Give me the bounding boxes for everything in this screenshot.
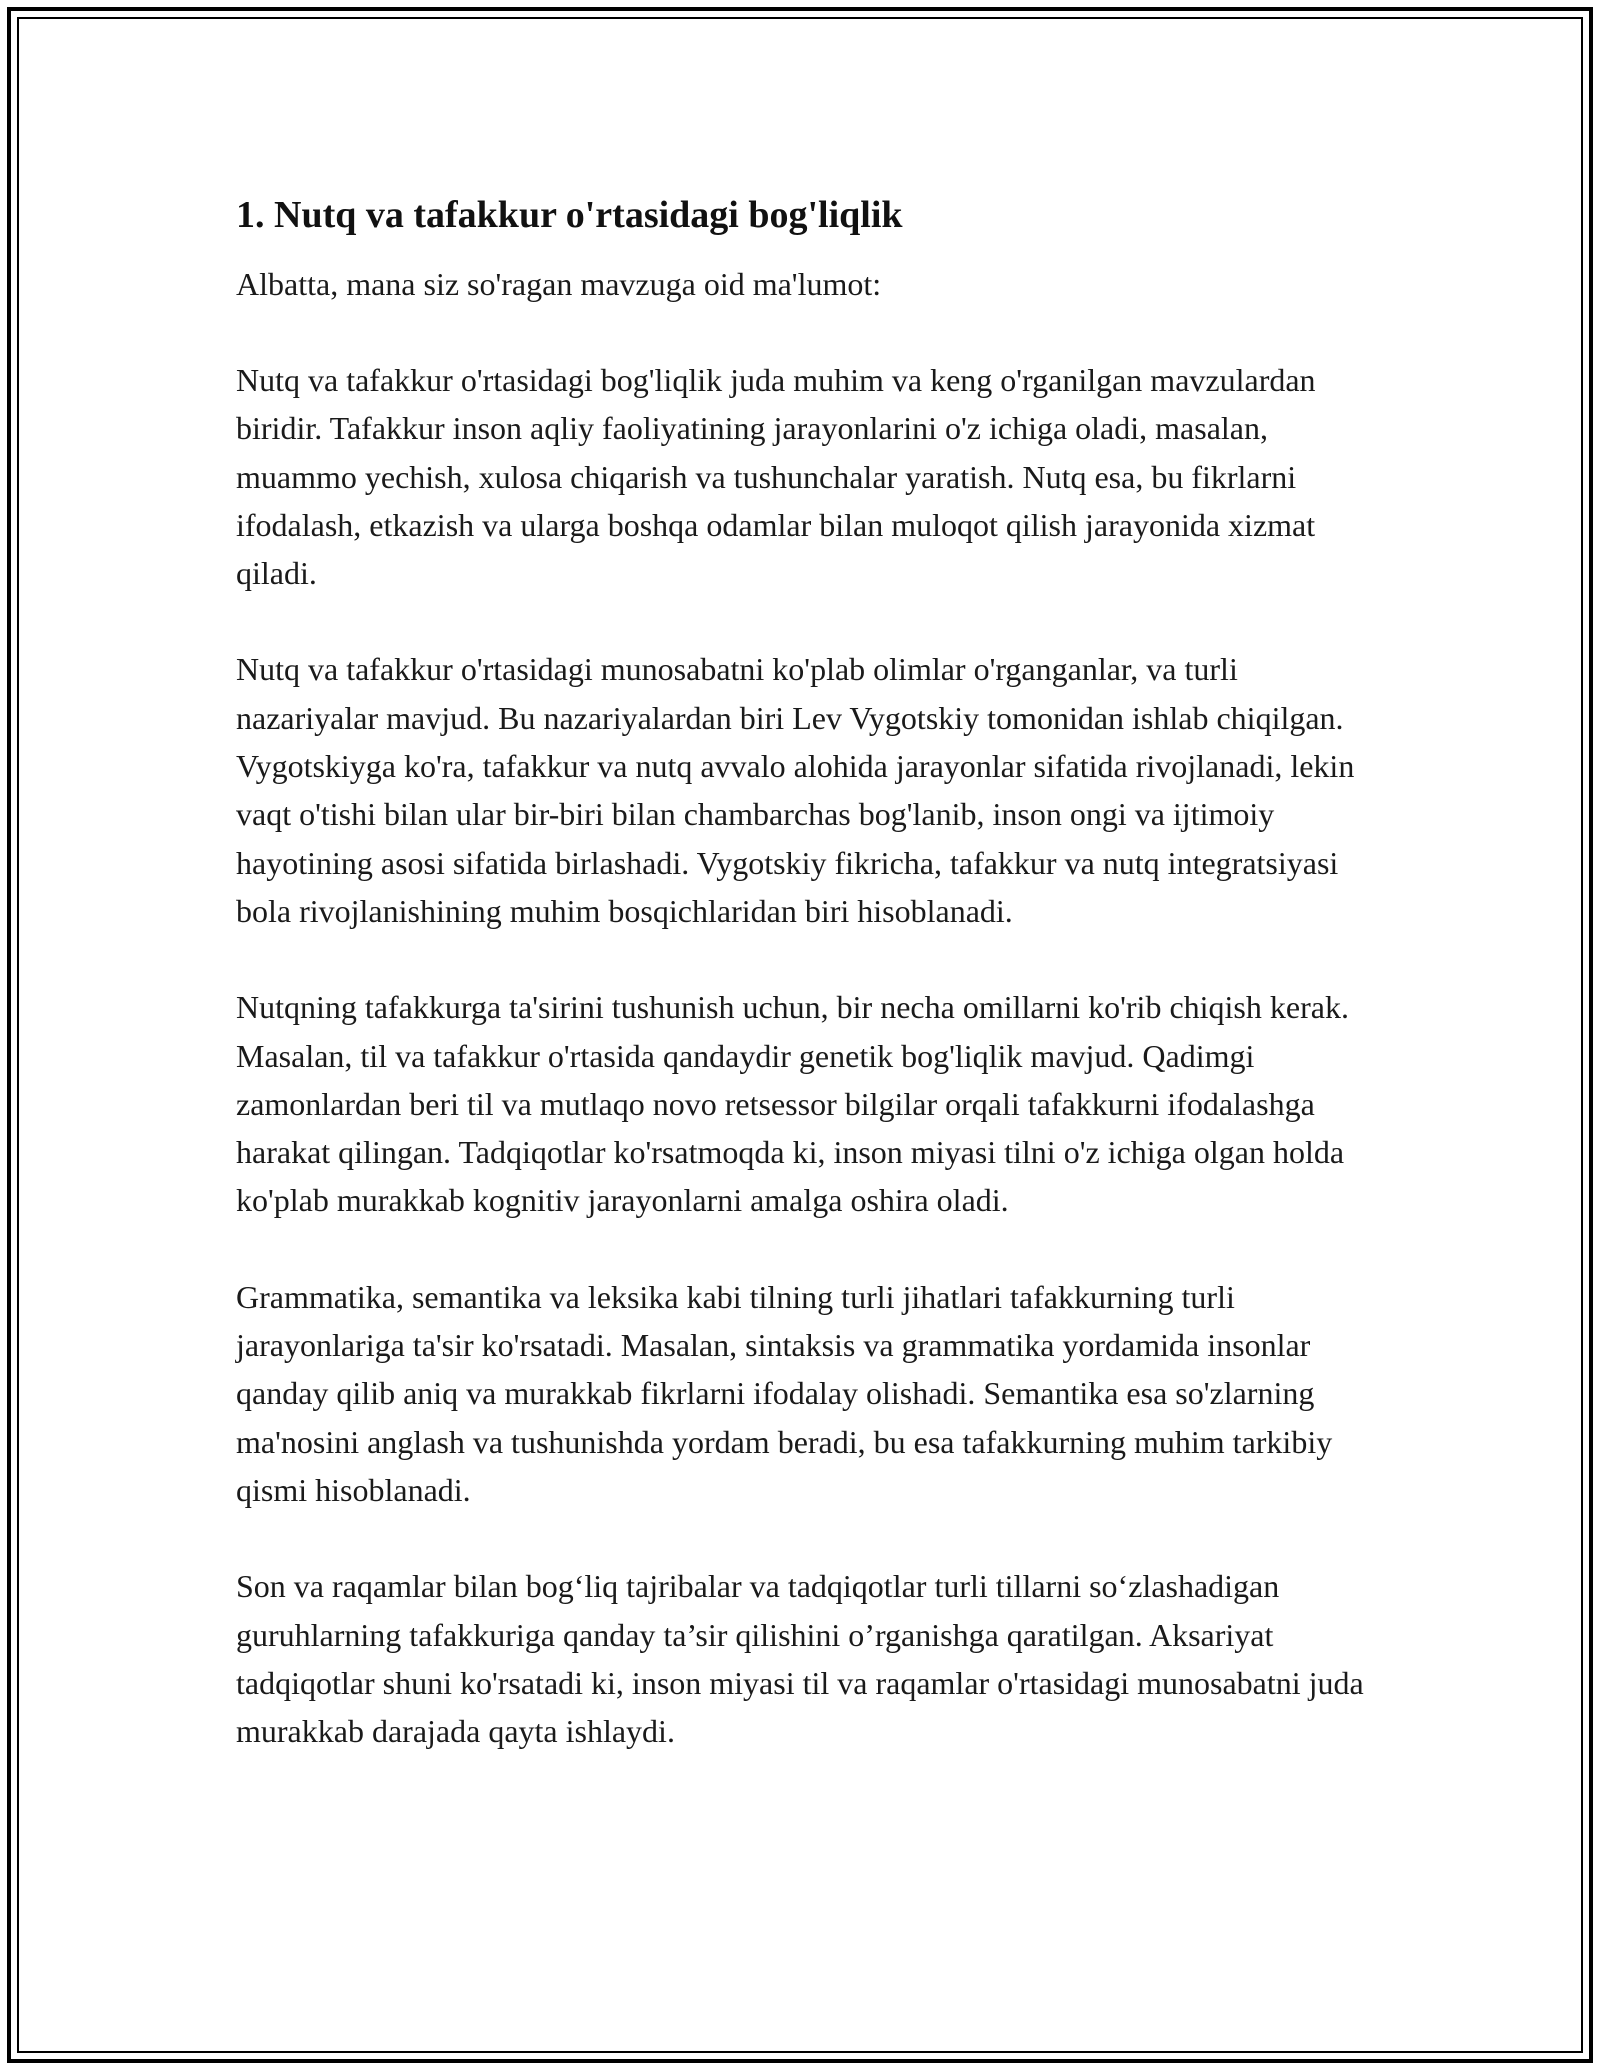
paragraph-1: Nutq va tafakkur o'rtasidagi bog'liqlik juda muhim va keng o'rganilgan mavzulardan biridir. Tafakkur inson aqliy faoliyatining jarayonlarini o'z ichiga oladi, masalan, muammo yechish, xulosa chiqarish va tushunchalar yaratish. Nutq esa, bu fikrlarni ifodalash, etkazish va ularga boshqa odamlar bilan muloqot qilish jarayonida xizmat qiladi. [236, 362, 1316, 592]
paragraph-3: Nutqning tafakkurga ta'sirini tushunish uchun, bir necha omillarni ko'rib chiqish kerak. Masalan, til va tafakkur o'rtasida qandaydir genetik bog'liqlik mavjud. Qadimgi zamonlardan beri til va mutlaqo novo retsessor bilgilar orqali tafakkurni ifodalashga harakat qilingan. Tadqiqotlar ko'rsatmoqda ki, inson miyasi tilni o'z ichiga olgan holda ko'plab murakkab kognitiv jarayonlarni amalga oshira oladi. [236, 989, 1349, 1219]
paragraph-2: Nutq va tafakkur o'rtasidagi munosabatni ko'plab olimlar o'rganganlar, va turli nazariyalar mavjud. Bu nazariyalardan biri Lev Vygotskiy tomonidan ishlab chiqilgan. Vygotskiyga ko'ra, tafakkur va nutq avvalo alohida jarayonlar sifatida rivojlanadi, lekin vaqt o'tishi bilan ular bir-biri bilan chambarchas bog'lanib, inson ongi va ijtimoiy hayotining asosi sifatida birlashadi. Vygotskiy fikricha, tafakkur va nutq integratsiyasi bola rivojlanishining muhim bosqichlaridan biri hisoblanadi. [236, 651, 1355, 929]
paragraph-5: Son va raqamlar bilan bog‘liq tajribalar va tadqiqotlar turli tillarni so‘zlashadigan guruhlarning tafakkuriga qanday ta’sir qilishini o’rganishga qaratilgan. Aksariyat tadqiqotlar shuni ko'rsatadi ki, inson miyasi til va raqamlar o'rtasidagi munosabatni juda murakkab darajada qayta ishlaydi. [236, 1568, 1364, 1750]
document-body [236, 188, 1366, 1755]
paragraph-4: Grammatika, semantika va leksika kabi tilning turli jihatlari tafakkurning turli jarayonlariga ta'sir ko'rsatadi. Masalan, sintaksis va grammatika yordamida insonlar qanday qilib aniq va murakkab fikrlarni ifodalay olishadi. Semantika esa so'zlarning ma'nosini anglash va tushunishda yordam beradi, bu esa tafakkurning muhim tarkibiy qismi hisoblanadi. [236, 1278, 1333, 1508]
document-title: 1. Nutq va tafakkur o'rtasidagi bog'liqlik [236, 194, 903, 236]
intro-line: Albatta, mana siz so'ragan mavzuga oid ma'lumot: [236, 266, 882, 302]
